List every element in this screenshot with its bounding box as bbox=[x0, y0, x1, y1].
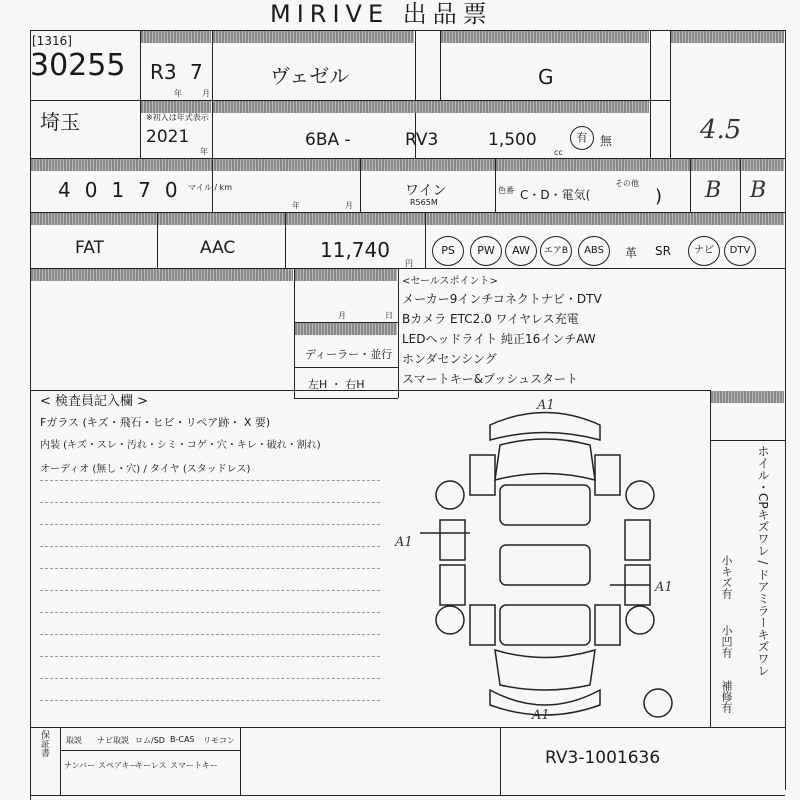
selling-point-5: スマートキー&プッシュスタート bbox=[402, 372, 579, 386]
dealer-header bbox=[295, 269, 397, 281]
doc-rom: ロム/SD bbox=[135, 736, 165, 745]
remark-repair: 補修有 bbox=[720, 680, 733, 713]
score-header bbox=[671, 31, 784, 43]
doc-bcas: B-CAS bbox=[170, 735, 195, 744]
mark-right: A1 bbox=[655, 580, 673, 595]
remark-dent: 小凹有 bbox=[720, 625, 733, 658]
equip-leather: 革 bbox=[625, 246, 638, 260]
doc-remote: リモコン bbox=[203, 736, 235, 745]
cc-unit: cc bbox=[554, 148, 563, 157]
equip-pw: PW bbox=[470, 236, 502, 266]
score-interior: B bbox=[705, 178, 722, 203]
first-reg-unit: 年 bbox=[200, 147, 208, 156]
aircon: AAC bbox=[200, 238, 236, 258]
doc-keyless: キーレス bbox=[135, 761, 167, 770]
color-options: C・D・電気( bbox=[520, 188, 591, 202]
mark-front: A1 bbox=[537, 398, 555, 413]
score-handwritten: 4.5 bbox=[700, 115, 742, 145]
transmission: FAT bbox=[75, 238, 104, 258]
recycle-unit: 円 bbox=[405, 259, 413, 268]
equipment-header bbox=[31, 213, 784, 225]
reg-month: 7 bbox=[190, 60, 203, 84]
mileage-header bbox=[31, 159, 784, 171]
doc-number: ナンバー bbox=[64, 761, 96, 770]
inspector-interior: 内装 (キズ・スレ・汚れ・シミ・コゲ・穴・キレ・破れ・割れ) bbox=[40, 440, 321, 451]
reg-year-unit: 年 bbox=[174, 89, 182, 98]
reg-era: R3 bbox=[150, 60, 177, 84]
mileage-unit: マイル / km bbox=[188, 183, 233, 192]
dealer-label: ディーラー・並行 bbox=[305, 348, 393, 361]
type-code: RV3 bbox=[405, 130, 439, 150]
reg-month-unit: 月 bbox=[202, 89, 210, 98]
lot-number: 30255 bbox=[30, 48, 126, 83]
car-damage-diagram bbox=[400, 395, 710, 725]
chassis-number: RV3-1001636 bbox=[545, 748, 661, 768]
equip-navi: ナビ bbox=[688, 236, 720, 266]
handle-side: 左H ・ 右H bbox=[308, 378, 365, 391]
selling-point-3: LEDヘッドライト 純正16インチAW bbox=[402, 332, 596, 346]
type-prefix: 6BA - bbox=[305, 130, 351, 150]
color-code: R565M bbox=[410, 198, 438, 207]
remarks-header bbox=[711, 391, 784, 403]
color-other: その他 bbox=[615, 179, 639, 188]
remark-scratch: 小キズ有 bbox=[720, 555, 733, 599]
notes-header bbox=[31, 269, 293, 281]
option-yes: 有 bbox=[570, 126, 594, 150]
displacement: 1,500 bbox=[488, 130, 537, 150]
ym-month-unit: 月 bbox=[345, 201, 353, 210]
model-header bbox=[213, 31, 414, 43]
selling-point-2: Bカメラ ETC2.0 ワイヤレス充電 bbox=[402, 312, 579, 326]
region: 埼玉 bbox=[40, 110, 80, 134]
selling-points-header: <セールスポイント> bbox=[402, 276, 498, 287]
selling-point-4: ホンダセンシング bbox=[402, 352, 497, 366]
first-reg-note: ※初入は年式表示 bbox=[146, 113, 209, 122]
doc-navi-manual: ナビ取説 bbox=[97, 736, 129, 745]
ym-year-unit: 年 bbox=[292, 201, 300, 210]
mark-rear: A1 bbox=[532, 708, 550, 723]
grade-header bbox=[441, 31, 649, 43]
color-close: ) bbox=[655, 186, 663, 207]
equip-ps: PS bbox=[432, 236, 464, 266]
equip-airbag: エアB bbox=[540, 236, 572, 266]
doc-manual: 取説 bbox=[66, 736, 82, 745]
doc-spare-key: スペアキー bbox=[98, 761, 138, 770]
remarks-vertical: ホイル・CPキズワレ / ドアミラーキズワレ bbox=[756, 445, 770, 677]
inspector-title: < 検査員記入欄 > bbox=[40, 394, 149, 409]
model-grade: G bbox=[538, 65, 554, 89]
model-name: ヴェゼル bbox=[270, 64, 350, 88]
mileage-value: 40170 bbox=[58, 178, 192, 202]
inspector-glass: Fガラス (キズ・飛石・ヒビ・リペア跡・ X 要) bbox=[40, 416, 271, 429]
equip-aw: AW bbox=[505, 236, 537, 266]
type-header bbox=[213, 101, 649, 113]
recycle-amount: 11,740 bbox=[320, 238, 390, 262]
option-no: 無 bbox=[600, 134, 613, 148]
color-label: 色番 bbox=[498, 186, 514, 195]
inspector-audio: オーディオ (無し・穴) / タイヤ (スタッドレス) bbox=[40, 464, 251, 475]
dealer-month: 月 bbox=[338, 311, 346, 320]
reg-header bbox=[141, 31, 211, 43]
score-exterior: B bbox=[750, 178, 767, 203]
dealer-day: 日 bbox=[385, 311, 393, 320]
equip-dtv: DTV bbox=[724, 236, 756, 266]
doc-smart-key: スマートキー bbox=[170, 761, 218, 770]
page-title: MIRIVE 出品票 bbox=[270, 0, 493, 28]
equip-abs: ABS bbox=[578, 236, 610, 266]
first-reg-year: 2021 bbox=[146, 127, 190, 147]
selling-point-1: メーカー9インチコネクトナビ・DTV bbox=[402, 292, 602, 306]
equip-sunroof: SR bbox=[655, 244, 671, 258]
color-name: ワイン bbox=[405, 183, 447, 199]
import-header bbox=[295, 323, 397, 335]
footer-side-label: 保証書 bbox=[39, 730, 49, 757]
mark-left: A1 bbox=[395, 535, 413, 550]
lot-bracket-number: [1316] bbox=[32, 34, 72, 48]
